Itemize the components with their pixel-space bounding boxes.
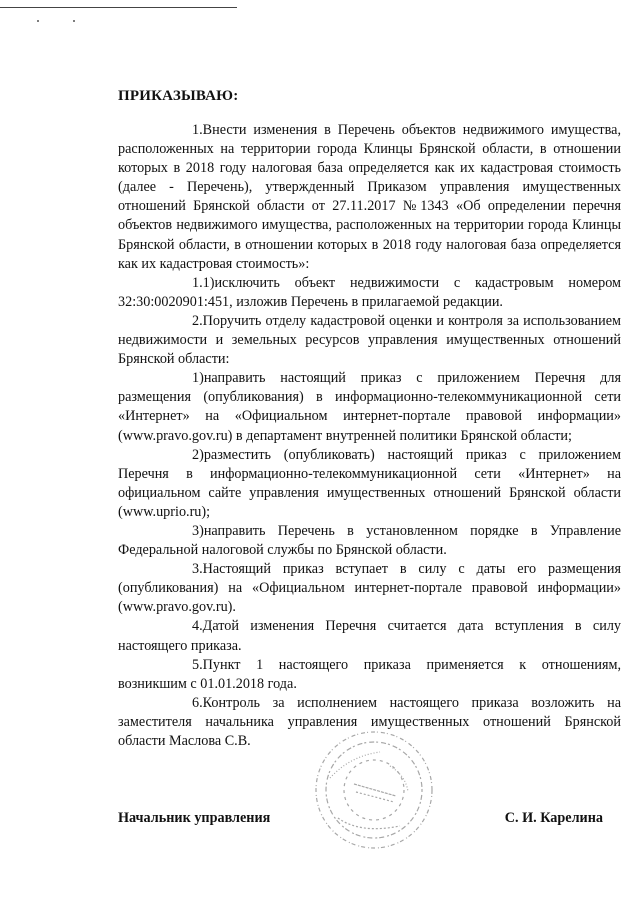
scan-speck: [73, 20, 75, 22]
document-body: [118, 121, 621, 751]
paragraph-number: 2.: [192, 312, 203, 329]
paragraph-5: [118, 656, 621, 694]
paragraph-number: 5.: [192, 656, 203, 673]
paragraph-1: [118, 121, 621, 274]
paragraph-text: направить Перечень в установленном порядке в Управление Федеральной налоговой службы по Брянской области.: [118, 522, 621, 559]
paragraph-2-3: [118, 522, 621, 560]
order-heading: ПРИКАЗЫВАЮ:: [118, 88, 239, 104]
paragraph-text: разместить (опубликовать) настоящий приказ с приложением Перечня в информационно-телекоммуникационной сети «Интернет» на официальном сайте управления имущественных отношений Брянской области (www.uprio.ru);: [118, 446, 621, 520]
paragraph-number: 3): [192, 522, 204, 539]
paragraph-number: 1.: [192, 122, 203, 138]
paragraph-text: Датой изменения Перечня считается дата вступления в силу настоящего приказа.: [118, 618, 621, 654]
paragraph-text: Внести изменения в Перечень объектов недвижимого имущества, расположенных на территории города Клинцы Брянской области, в отношении которых в 2018 году налоговая база определяется как их кадастровая стоимость (далее - Перечень), утвержденный Приказом управления имущественных отношений Брянской области от 27.11.2017 №1343 «Об определении перечня объектов недвижимого имущества, расположенных на территории города Клинцы Брянской области, в отношении которых в 2018 году налоговая база определяется как их кадастровая стоимость»:: [118, 122, 621, 272]
paragraph-text: Поручить отделу кадастровой оценки и контроля за использованием недвижимости и земельных ресурсов управления имущественных отношений Брянской области:: [118, 312, 621, 368]
signatory-position: Начальник управления: [118, 810, 271, 826]
paragraph-text: направить настоящий приказ с приложением Перечня для размещения (опубликования) в информационно-телекоммуникационной сети «Интернет» на «Официальном интернет-портале правовой информации» (www.pravo.gov.ru) в департамент внутренней политики Брянской области;: [118, 370, 621, 444]
signatory-name: С. И. Карелина: [504, 810, 603, 826]
top-rule-line: [0, 7, 237, 8]
paragraph-text: Пункт 1 настоящего приказа применяется к отношениям, возникшим с 01.01.2018 года.: [118, 656, 621, 692]
paragraph-2-1: [118, 369, 621, 445]
paragraph-2-2: [118, 446, 621, 522]
paragraph-number: 6.: [192, 694, 203, 711]
paragraph-4: [118, 617, 621, 655]
paragraph-3: [118, 560, 621, 617]
paragraph-1-1: [118, 274, 621, 312]
official-seal-stamp: [310, 726, 438, 854]
paragraph-number: 2): [192, 446, 204, 463]
paragraph-number: 1): [192, 370, 204, 387]
paragraph-number: 4.: [192, 618, 203, 635]
paragraph-number: 1.1): [192, 274, 215, 291]
paragraph-2: [118, 312, 621, 369]
paragraph-text: исключить объект недвижимости с кадастровым номером 32:30:0020901:451, изложив Перечень в прилагаемой редакции.: [118, 274, 621, 310]
paragraph-number: 3.: [192, 561, 203, 578]
scan-speck: [37, 20, 39, 22]
paragraph-text: Контроль за исполнением настоящего приказа возложить на заместителя начальника управления имущественных отношений Брянской области Маслова С.В.: [118, 694, 621, 749]
paragraph-text: Настоящий приказ вступает в силу с даты его размещения (опубликования) на «Официальном интернет-портале правовой информации» (www.pravo.gov.ru).: [118, 561, 621, 616]
